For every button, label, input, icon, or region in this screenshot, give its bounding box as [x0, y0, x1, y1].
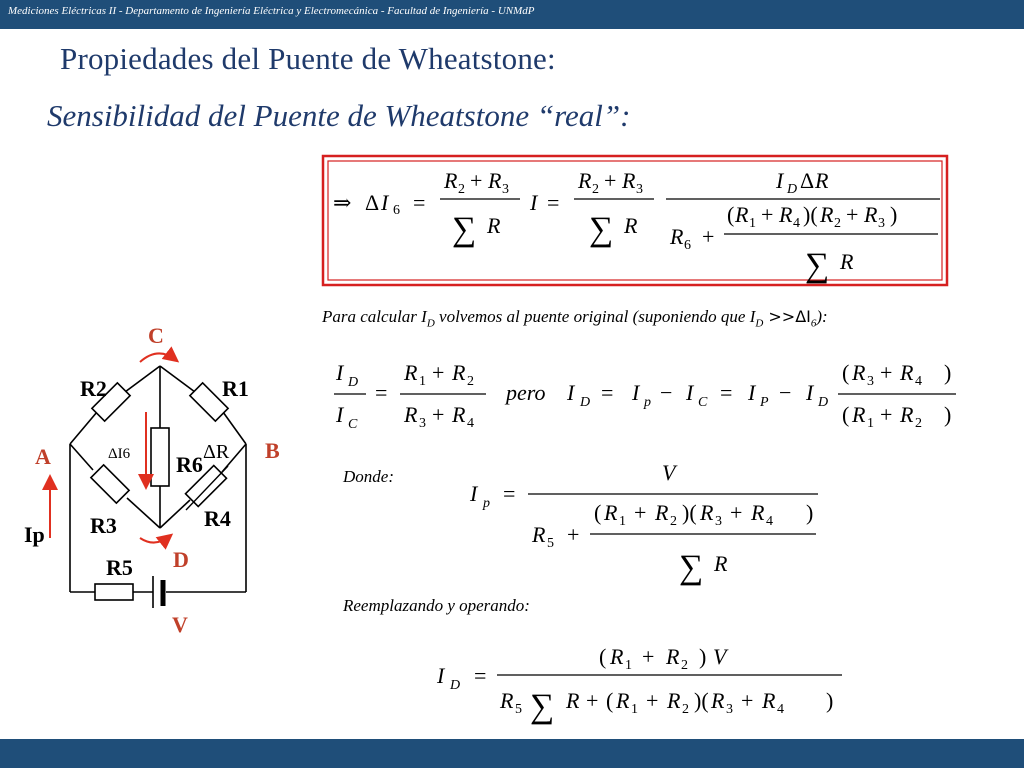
- svg-text:): ): [944, 360, 952, 385]
- svg-text:I: I: [632, 380, 640, 405]
- svg-text:)(: )(: [694, 688, 709, 713]
- resistor-r3: [91, 465, 129, 503]
- svg-text:R: R: [488, 168, 502, 193]
- svg-text:=: =: [601, 380, 614, 405]
- resistor-label-r5: R5: [106, 555, 133, 580]
- svg-text:∑: ∑: [452, 211, 477, 248]
- svg-text:3: 3: [715, 514, 722, 529]
- svg-text:D: D: [348, 375, 359, 390]
- svg-text:+: +: [880, 402, 893, 427]
- svg-text:I: I: [381, 190, 389, 215]
- svg-text:4: 4: [915, 374, 922, 389]
- svg-text:2: 2: [592, 182, 599, 197]
- svg-text:1: 1: [619, 514, 626, 529]
- svg-text:5: 5: [515, 702, 522, 717]
- svg-text:R: R: [452, 402, 466, 427]
- svg-text:I: I: [806, 380, 814, 405]
- svg-text:R: R: [616, 688, 630, 713]
- svg-text:3: 3: [726, 702, 733, 717]
- svg-text:I: I: [336, 360, 344, 385]
- svg-text:R: R: [711, 688, 725, 713]
- svg-text:3: 3: [636, 182, 643, 197]
- svg-text:5: 5: [547, 536, 554, 551]
- svg-text:D: D: [818, 395, 829, 410]
- banner-text: Mediciones Eléctricas II - Departamento de Ingeniería Eléctrica y Electromecánica - Facultad de Ingeniería - UNMdP: [8, 5, 535, 17]
- svg-text:R: R: [452, 360, 466, 385]
- donde-label: Donde:: [343, 467, 394, 486]
- svg-text:=: =: [547, 190, 560, 215]
- svg-text:R: R: [578, 168, 592, 193]
- arrow-c: [140, 353, 176, 362]
- svg-text:1: 1: [749, 216, 756, 231]
- equation-3: [469, 460, 818, 586]
- svg-text:∑: ∑: [679, 549, 704, 586]
- svg-text:(: (: [606, 688, 614, 713]
- svg-text:+: +: [586, 688, 599, 713]
- svg-text:(: (: [727, 202, 735, 227]
- slide-subtitle: Sensibilidad del Puente de Wheatstone “real”:: [47, 98, 631, 133]
- svg-text:R: R: [670, 224, 684, 249]
- svg-text:R: R: [751, 500, 765, 525]
- svg-text:+: +: [642, 644, 655, 669]
- svg-text:R: R: [622, 168, 636, 193]
- svg-text:4: 4: [793, 216, 800, 231]
- svg-text:(: (: [594, 500, 602, 525]
- svg-text:I: I: [437, 663, 445, 688]
- node-label-c: C: [148, 323, 164, 348]
- svg-text:V: V: [662, 460, 676, 485]
- current-label-ip: Ip: [24, 522, 45, 547]
- svg-text:+: +: [432, 360, 445, 385]
- svg-text:): ): [890, 202, 898, 227]
- svg-text:I: I: [530, 190, 538, 215]
- svg-text:−: −: [779, 380, 792, 405]
- svg-text:R: R: [532, 522, 546, 547]
- svg-text:=: =: [503, 481, 516, 506]
- svg-text:+: +: [646, 688, 659, 713]
- svg-text:R: R: [667, 688, 681, 713]
- slide-title: Propiedades del Puente de Wheatstone:: [60, 41, 556, 76]
- svg-text:2: 2: [682, 702, 689, 717]
- svg-text:+: +: [730, 500, 743, 525]
- svg-text:R: R: [404, 360, 418, 385]
- node-label-a: A: [35, 444, 51, 469]
- svg-text:R: R: [655, 500, 669, 525]
- svg-text:R: R: [852, 402, 866, 427]
- svg-text:∑: ∑: [530, 688, 555, 725]
- svg-text:): ): [826, 688, 834, 713]
- svg-text:R: R: [604, 500, 618, 525]
- svg-text:D: D: [787, 182, 798, 197]
- svg-text:D: D: [580, 395, 591, 410]
- svg-text:⇒: ⇒: [333, 190, 352, 215]
- arrow-d: [140, 536, 170, 543]
- svg-text:6: 6: [393, 203, 400, 218]
- svg-text:R: R: [900, 360, 914, 385]
- svg-text:R: R: [714, 551, 728, 576]
- svg-text:=: =: [375, 380, 388, 405]
- svg-text:3: 3: [502, 182, 509, 197]
- svg-text:4: 4: [766, 514, 773, 529]
- node-label-d: D: [173, 547, 189, 572]
- current-label-delta-i6: ΔI6: [108, 446, 131, 462]
- resistor-label-r6: R6: [176, 452, 203, 477]
- svg-text:R: R: [852, 360, 866, 385]
- svg-text:=: =: [474, 663, 487, 688]
- svg-text:V: V: [713, 644, 727, 669]
- svg-text:3: 3: [419, 416, 426, 431]
- svg-text:P: P: [760, 395, 769, 410]
- svg-text:R: R: [404, 402, 418, 427]
- svg-text:R: R: [487, 213, 501, 238]
- svg-text:I: I: [748, 380, 756, 405]
- equation-1: [333, 168, 940, 284]
- equation-4: [436, 644, 842, 725]
- svg-text:R: R: [610, 644, 624, 669]
- svg-text:−: −: [660, 380, 673, 405]
- resistor-label-r1: R1: [222, 376, 249, 401]
- svg-text:+: +: [846, 202, 859, 227]
- svg-text:6: 6: [684, 238, 691, 253]
- svg-text:p: p: [644, 395, 651, 410]
- svg-text:2: 2: [670, 514, 677, 529]
- svg-text:+: +: [470, 168, 483, 193]
- svg-text:+: +: [432, 402, 445, 427]
- node-label-v: V: [172, 612, 188, 637]
- svg-text:4: 4: [777, 702, 784, 717]
- svg-text:I: I: [336, 402, 344, 427]
- svg-text:R: R: [666, 644, 680, 669]
- svg-text:): ): [806, 500, 814, 525]
- svg-text:): ): [699, 644, 707, 669]
- svg-text:D: D: [450, 678, 461, 693]
- svg-text:2: 2: [458, 182, 465, 197]
- svg-text:I: I: [776, 168, 784, 193]
- svg-text:C: C: [348, 417, 358, 432]
- svg-text:+: +: [604, 168, 617, 193]
- footer-banner: [0, 739, 1024, 768]
- svg-text:)(: )(: [682, 500, 697, 525]
- svg-text:4: 4: [467, 416, 474, 431]
- svg-text:1: 1: [625, 658, 632, 673]
- resistor-label-r3: R3: [90, 513, 117, 538]
- svg-text:Δ: Δ: [365, 190, 380, 215]
- svg-text:R: R: [500, 688, 514, 713]
- svg-text:Δ: Δ: [800, 168, 815, 193]
- svg-text:(: (: [842, 402, 850, 427]
- svg-text:R: R: [840, 249, 854, 274]
- svg-text:(: (: [842, 360, 850, 385]
- svg-text:1: 1: [867, 416, 874, 431]
- svg-text:): ): [944, 402, 952, 427]
- reemplazando-label: Reemplazando y operando:: [343, 596, 530, 615]
- svg-text:1: 1: [631, 702, 638, 717]
- svg-text:+: +: [761, 202, 774, 227]
- svg-text:I: I: [567, 380, 575, 405]
- svg-text:+: +: [880, 360, 893, 385]
- svg-text:C: C: [698, 395, 708, 410]
- svg-text:R: R: [700, 500, 714, 525]
- svg-text:R: R: [762, 688, 776, 713]
- svg-text:∑: ∑: [589, 211, 614, 248]
- resistor-label-r2: R2: [80, 376, 107, 401]
- svg-text:R: R: [735, 202, 749, 227]
- svg-text:I: I: [686, 380, 694, 405]
- resistor-r6: [151, 428, 169, 486]
- svg-text:R: R: [864, 202, 878, 227]
- svg-text:+: +: [634, 500, 647, 525]
- svg-text:2: 2: [915, 416, 922, 431]
- svg-text:+: +: [741, 688, 754, 713]
- svg-text:2: 2: [681, 658, 688, 673]
- svg-text:2: 2: [834, 216, 841, 231]
- svg-text:R: R: [624, 213, 638, 238]
- label-delta-r: ΔR: [203, 441, 230, 463]
- svg-text:=: =: [413, 190, 426, 215]
- svg-text:p: p: [483, 496, 490, 511]
- paragraph-text: Para calcular $I_D$ volvemos al puente original (suponiendo que $I_D >>\Delta I_6$):: [322, 307, 828, 330]
- svg-text:=: =: [720, 380, 733, 405]
- svg-text:I: I: [470, 481, 478, 506]
- resistor-r5: [95, 584, 133, 600]
- svg-text:3: 3: [867, 374, 874, 389]
- svg-text:R: R: [900, 402, 914, 427]
- svg-text:+: +: [702, 224, 715, 249]
- svg-text:R: R: [566, 688, 580, 713]
- svg-text:3: 3: [878, 216, 885, 231]
- svg-text:pero: pero: [506, 380, 546, 405]
- svg-text:∑: ∑: [805, 247, 830, 284]
- svg-text:(: (: [599, 644, 607, 669]
- svg-text:2: 2: [467, 374, 474, 389]
- svg-text:R: R: [815, 168, 829, 193]
- resistor-label-r4: R4: [204, 506, 231, 531]
- svg-text:R: R: [820, 202, 834, 227]
- svg-text:R: R: [444, 168, 458, 193]
- svg-text:R: R: [779, 202, 793, 227]
- svg-text:1: 1: [419, 374, 426, 389]
- equation-2: [334, 360, 956, 432]
- svg-text:)(: )(: [803, 202, 818, 227]
- node-label-b: B: [265, 438, 280, 463]
- svg-text:+: +: [567, 522, 580, 547]
